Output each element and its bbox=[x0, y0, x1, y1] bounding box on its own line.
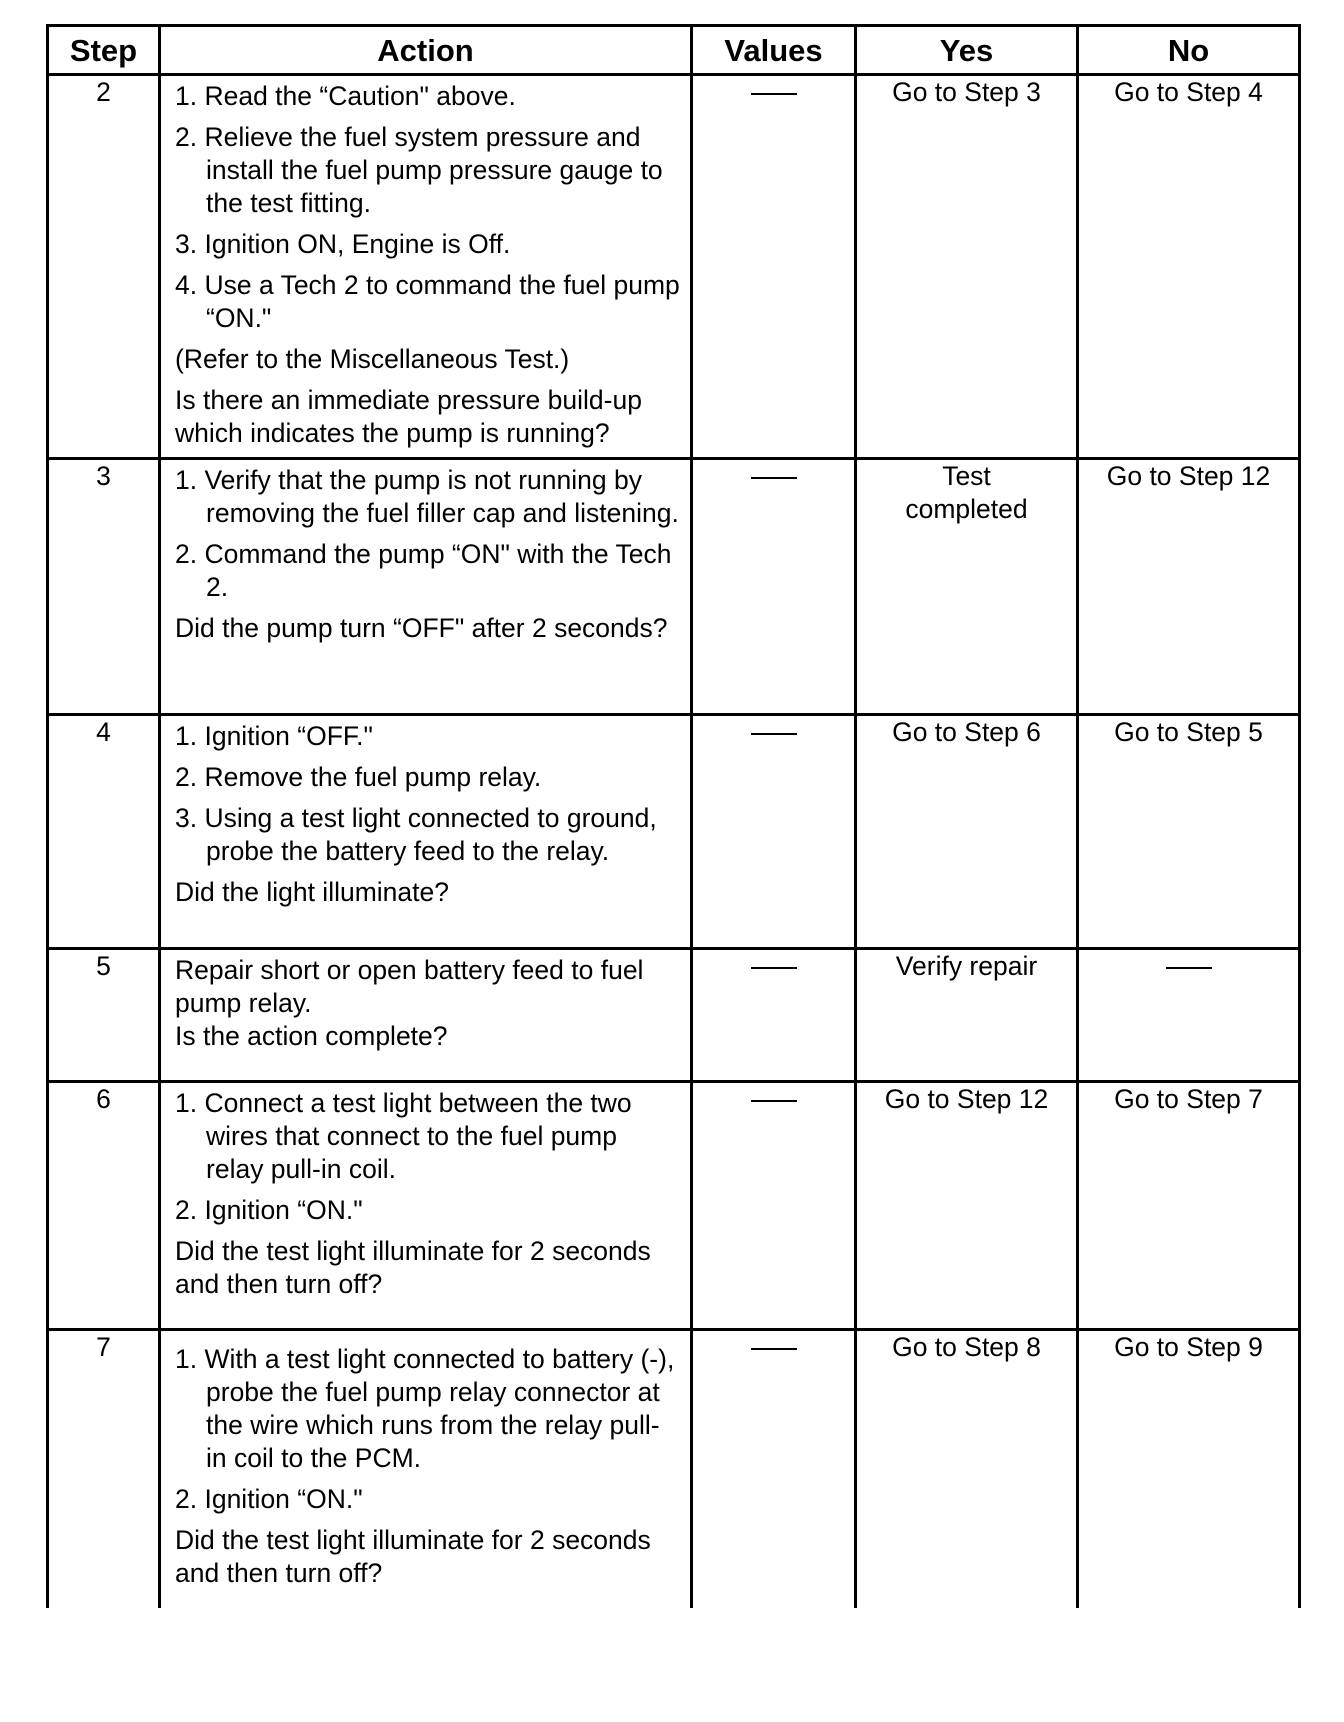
dash bbox=[751, 967, 797, 969]
step-number: 4 bbox=[48, 715, 160, 949]
action-note: (Refer to the Miscellaneous Test.) bbox=[175, 344, 570, 374]
step-number: 6 bbox=[48, 1082, 160, 1330]
no-text: Go to Step 7 bbox=[1114, 1084, 1263, 1114]
action-item: 2. Ignition “ON." bbox=[175, 1195, 363, 1225]
action-item: 1. Ignition “OFF." bbox=[175, 721, 373, 751]
table-row bbox=[48, 715, 1300, 949]
yes-text: Go to Step 8 bbox=[892, 1332, 1041, 1362]
no-text: Go to Step 4 bbox=[1114, 77, 1263, 107]
yes-text: Go to Step 12 bbox=[884, 1084, 1049, 1114]
action-cell bbox=[160, 459, 692, 715]
table-row bbox=[48, 75, 1300, 459]
no-cell bbox=[1078, 715, 1300, 949]
yes-cell bbox=[856, 1330, 1078, 1608]
dash bbox=[751, 1348, 797, 1350]
no-cell bbox=[1078, 1082, 1300, 1330]
no-text: Go to Step 5 bbox=[1114, 717, 1263, 747]
action-question: Did the light illuminate? bbox=[175, 877, 449, 907]
step-number: 2 bbox=[48, 75, 160, 459]
action-item: 2. Remove the fuel pump relay. bbox=[175, 762, 542, 792]
yes-cell bbox=[856, 715, 1078, 949]
step-number: 7 bbox=[48, 1330, 160, 1608]
no-cell bbox=[1078, 1330, 1300, 1608]
table-row bbox=[48, 1330, 1300, 1608]
header-step: Step bbox=[48, 26, 160, 75]
action-cell bbox=[160, 715, 692, 949]
header-row bbox=[48, 26, 1300, 75]
values-cell bbox=[692, 715, 856, 949]
no-text: Go to Step 9 bbox=[1114, 1332, 1263, 1362]
table-row bbox=[48, 949, 1300, 1082]
header-values: Values bbox=[692, 26, 856, 75]
yes-cell bbox=[856, 75, 1078, 459]
action-cell bbox=[160, 75, 692, 459]
action-item: 3. Ignition ON, Engine is Off. bbox=[175, 229, 511, 259]
no-cell bbox=[1078, 949, 1300, 1082]
yes-text: Test completed bbox=[905, 461, 1028, 524]
dash bbox=[751, 93, 797, 95]
values-cell bbox=[692, 1330, 856, 1608]
action-question: Did the test light illuminate for 2 seconds and then turn off? bbox=[175, 1525, 651, 1588]
action-cell bbox=[160, 1330, 692, 1608]
no-cell bbox=[1078, 459, 1300, 715]
action-question: Did the test light illuminate for 2 seconds and then turn off? bbox=[175, 1236, 651, 1299]
yes-text: Go to Step 3 bbox=[892, 77, 1041, 107]
action-cell bbox=[160, 1082, 692, 1330]
values-cell bbox=[692, 949, 856, 1082]
step-number: 5 bbox=[48, 949, 160, 1082]
action-item: 1. Connect a test light between the two wires that connect to the fuel pump relay pull-in coil. bbox=[175, 1088, 632, 1184]
values-cell bbox=[692, 459, 856, 715]
action-question: Is the action complete? bbox=[175, 1021, 448, 1051]
dash bbox=[1166, 967, 1212, 969]
no-cell bbox=[1078, 75, 1300, 459]
action-item: 2. Relieve the fuel system pressure and install the fuel pump pressure gauge to the test fitting. bbox=[175, 122, 663, 218]
yes-text: Go to Step 6 bbox=[892, 717, 1041, 747]
action-item: 3. Using a test light connected to ground, probe the battery feed to the relay. bbox=[175, 803, 657, 866]
action-item: 2. Ignition “ON." bbox=[175, 1484, 363, 1514]
action-cell bbox=[160, 949, 692, 1082]
yes-text: Verify repair bbox=[895, 951, 1038, 981]
dash bbox=[751, 477, 797, 479]
header-no: No bbox=[1078, 26, 1300, 75]
yes-cell bbox=[856, 1082, 1078, 1330]
action-text: Repair short or open battery feed to fuel pump relay. bbox=[175, 955, 644, 1018]
action-question: Is there an immediate pressure build-up which indicates the pump is running? bbox=[175, 385, 642, 448]
diagnostic-table bbox=[46, 24, 1301, 1608]
action-item: 1. With a test light connected to battery (-), probe the fuel pump relay connector at the wire which runs from the relay pull-in coil to the PCM. bbox=[175, 1344, 675, 1473]
table-row bbox=[48, 459, 1300, 715]
table-row bbox=[48, 1082, 1300, 1330]
yes-cell bbox=[856, 459, 1078, 715]
no-text: Go to Step 12 bbox=[1106, 461, 1271, 491]
action-item: 2. Command the pump “ON" with the Tech 2. bbox=[175, 539, 672, 602]
action-item: 1. Verify that the pump is not running by removing the fuel filler cap and listening. bbox=[175, 465, 679, 528]
dash bbox=[751, 1100, 797, 1102]
action-item: 4. Use a Tech 2 to command the fuel pump “ON." bbox=[175, 270, 680, 333]
values-cell bbox=[692, 75, 856, 459]
step-number: 3 bbox=[48, 459, 160, 715]
header-action: Action bbox=[160, 26, 692, 75]
action-question: Did the pump turn “OFF" after 2 seconds? bbox=[175, 613, 668, 643]
header-yes: Yes bbox=[856, 26, 1078, 75]
dash bbox=[751, 733, 797, 735]
action-item: 1. Read the “Caution" above. bbox=[175, 81, 516, 111]
yes-cell bbox=[856, 949, 1078, 1082]
values-cell bbox=[692, 1082, 856, 1330]
